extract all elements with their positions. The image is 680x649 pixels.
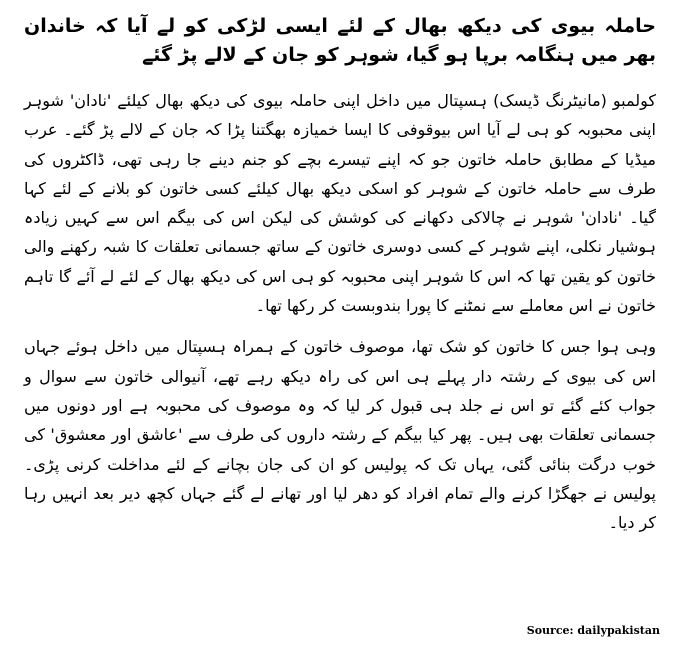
article-paragraph-2: وہی ہوا جس کا خاتون کو شک تھا، موصوف خاتون کے ہمراہ ہسپتال میں داخل ہوئے جہاں اس کی بیوی کے رشتہ دار پہلے ہی اس کی راہ دیکھ رہے تھے، آنیوالی خاتون سے سوال و جواب کئے گئے تو اس نے جلد ہی قبول کر لیا کہ وہ موصوف کی محبوبہ ہے اور دونوں میں جسمانی تعلقات بھی ہیں۔ پھر کیا بیگم کے رشتہ داروں کی طرف سے 'عاشق اور معشوق' کی خوب درگت بنائی گئی، یہاں تک کہ پولیس کو ان کی جان بچانے کے لئے مداخلت کرنی پڑی۔ پولیس نے جھگڑا کرنے والے تمام افراد کو دھر لیا اور تھانے لے گئے جہاں کچھ دیر بعد انہیں رہا کر دیا۔ [24, 337, 656, 533]
article-headline: حاملہ بیوی کی دیکھ بھال کے لئے ایسی لڑکی کو لے آیا کہ خاندان بھر میں ہنگامہ برپا ہو گیا، شوہر کو جان کے لالے پڑ گئے [24, 15, 656, 66]
source-credit: Source: dailypakistan [526, 624, 660, 637]
article-paragraph-1: کولمبو (مانیٹرنگ ڈیسک) ہسپتال میں داخل اپنی حاملہ بیوی کی دیکھ بھال کیلئے 'نادان' شوہر اپنی محبوبہ کو ہی لے آیا اس بیوقوفی کا ایسا خمیازہ بھگتنا پڑا کہ جان کے لالے پڑ گئے۔ عرب میڈیا کے مطابق حاملہ خاتون جو کہ اپنے تیسرے بچے کو جنم دینے جا رہی تھی، ڈاکٹروں کی طرف سے حاملہ خاتون کے شوہر کو اسکی دیکھ بھال کیلئے کسی خاتون کو بلانے کے لئے کہا گیا۔ 'نادان' شوہر نے چالاکی دکھانے کی کوشش کی لیکن اس کی بیگم اس سے کہیں زیادہ ہوشیار نکلی، اپنے شوہر کے کسی دوسری خاتون کے ساتھ جسمانی تعلقات کا شبہ رکھنے والی خاتون کو یقین تھا کہ اس کا شوہر اپنی محبوبہ کو ہی اس کی دیکھ بھال کے لئے لے آئے گا تاہم خاتون نے اس معاملے سے نمٹنے کا پورا بندوبست کر رکھا تھا۔ [24, 91, 656, 316]
article [24, 12, 656, 649]
